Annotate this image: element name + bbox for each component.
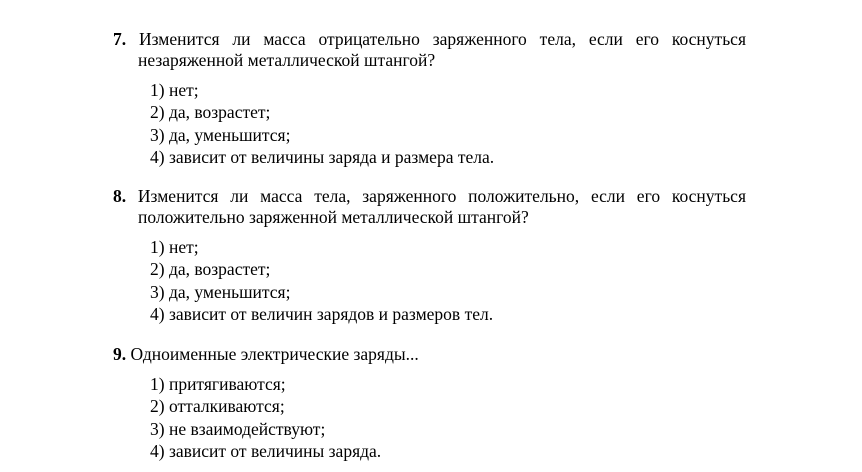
answer-option-1: 1) нет;: [150, 80, 199, 100]
answer-option-2: 2) да, возрастет;: [150, 259, 271, 280]
answer-option-3: 3) да, уменьшится;: [150, 124, 291, 145]
question-text: Изменится ли масса тела, заряженного положительно, если его коснуться положительно заряженной металлической штангой?: [137, 186, 746, 227]
answer-option-2: 2) отталкиваются;: [150, 396, 285, 417]
question-text: Изменится ли масса отрицательно заряженного тела, если его коснуться незаряженной металлической штангой?: [138, 29, 746, 70]
question-text: Одноименные электрические заряды...: [130, 344, 419, 364]
question-9: [113, 344, 746, 462]
answer-option-4: 4) зависит от величины заряда и размера тела.: [150, 146, 495, 167]
answer-option-4: 4) зависит от величин зарядов и размеров тел.: [150, 303, 494, 324]
answer-options: [113, 79, 746, 168]
question-number: 9.: [113, 344, 127, 364]
question-stem: [113, 29, 746, 71]
question-7: [113, 29, 746, 168]
answer-option-2: 2) да, возрастет;: [150, 102, 271, 123]
answer-option-1: 1) притягиваются;: [150, 374, 286, 394]
question-stem: [113, 344, 746, 365]
question-number: 8.: [113, 186, 127, 206]
question-8: [113, 186, 746, 325]
answer-options: [113, 373, 746, 462]
question-stem: [113, 186, 746, 228]
answer-options: [113, 236, 746, 325]
answer-option-1: 1) нет;: [150, 237, 199, 257]
question-number: 7.: [113, 29, 127, 49]
answer-option-3: 3) не взаимодействуют;: [150, 418, 326, 439]
answer-option-3: 3) да, уменьшится;: [150, 281, 291, 302]
answer-option-4: 4) зависит от величины заряда.: [150, 440, 382, 461]
